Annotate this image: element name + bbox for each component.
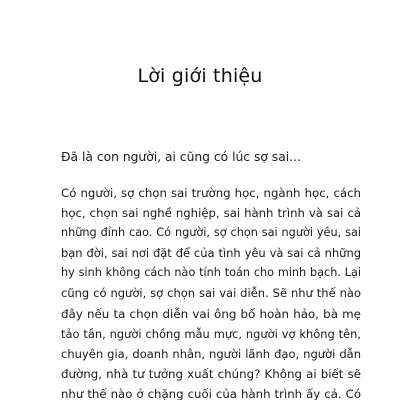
paragraph-line: đường, nhà tư tưởng xuất chúng? Không ai biết sẽ: [61, 366, 361, 381]
paragraph-line: bạn đời, sai nơi đặt để của tình yêu và sai cả những: [61, 246, 361, 261]
body-paragraph: [61, 183, 361, 400]
intro-sentence: Đã là con người, ai cũng có lúc sợ sai...: [61, 150, 301, 164]
paragraph-line: như thế nào ở chặng cuối của hành trình ấy cả. Có: [61, 386, 361, 400]
paragraph-line: cũng có người, sợ chọn sai vai diễn. Sẽ như thế nào: [61, 286, 361, 301]
chapter-title: Lời giới thiệu: [137, 65, 263, 87]
paragraph-line: chuyên gia, doanh nhân, người lãnh đạo, người dẫn: [61, 346, 361, 361]
paragraph-line: Có người, sợ chọn sai trường học, ngành học, cách: [61, 186, 361, 200]
paragraph-line: những đỉnh cao. Có người, sợ chọn sai người yêu, sai: [61, 226, 361, 240]
paragraph-line: học, chọn sai nghề nghiệp, sai hành trình và sai cả: [61, 206, 361, 221]
paragraph-line: tảo tần, người chồng mẫu mực, người vợ không tên,: [61, 326, 361, 341]
paragraph-line: đây nếu ta chọn diễn vai ông bố hoàn hảo, bà mẹ: [61, 306, 361, 321]
paragraph-line: hy sinh không cách nào tính toán cho minh bạch. Lại: [61, 266, 361, 280]
